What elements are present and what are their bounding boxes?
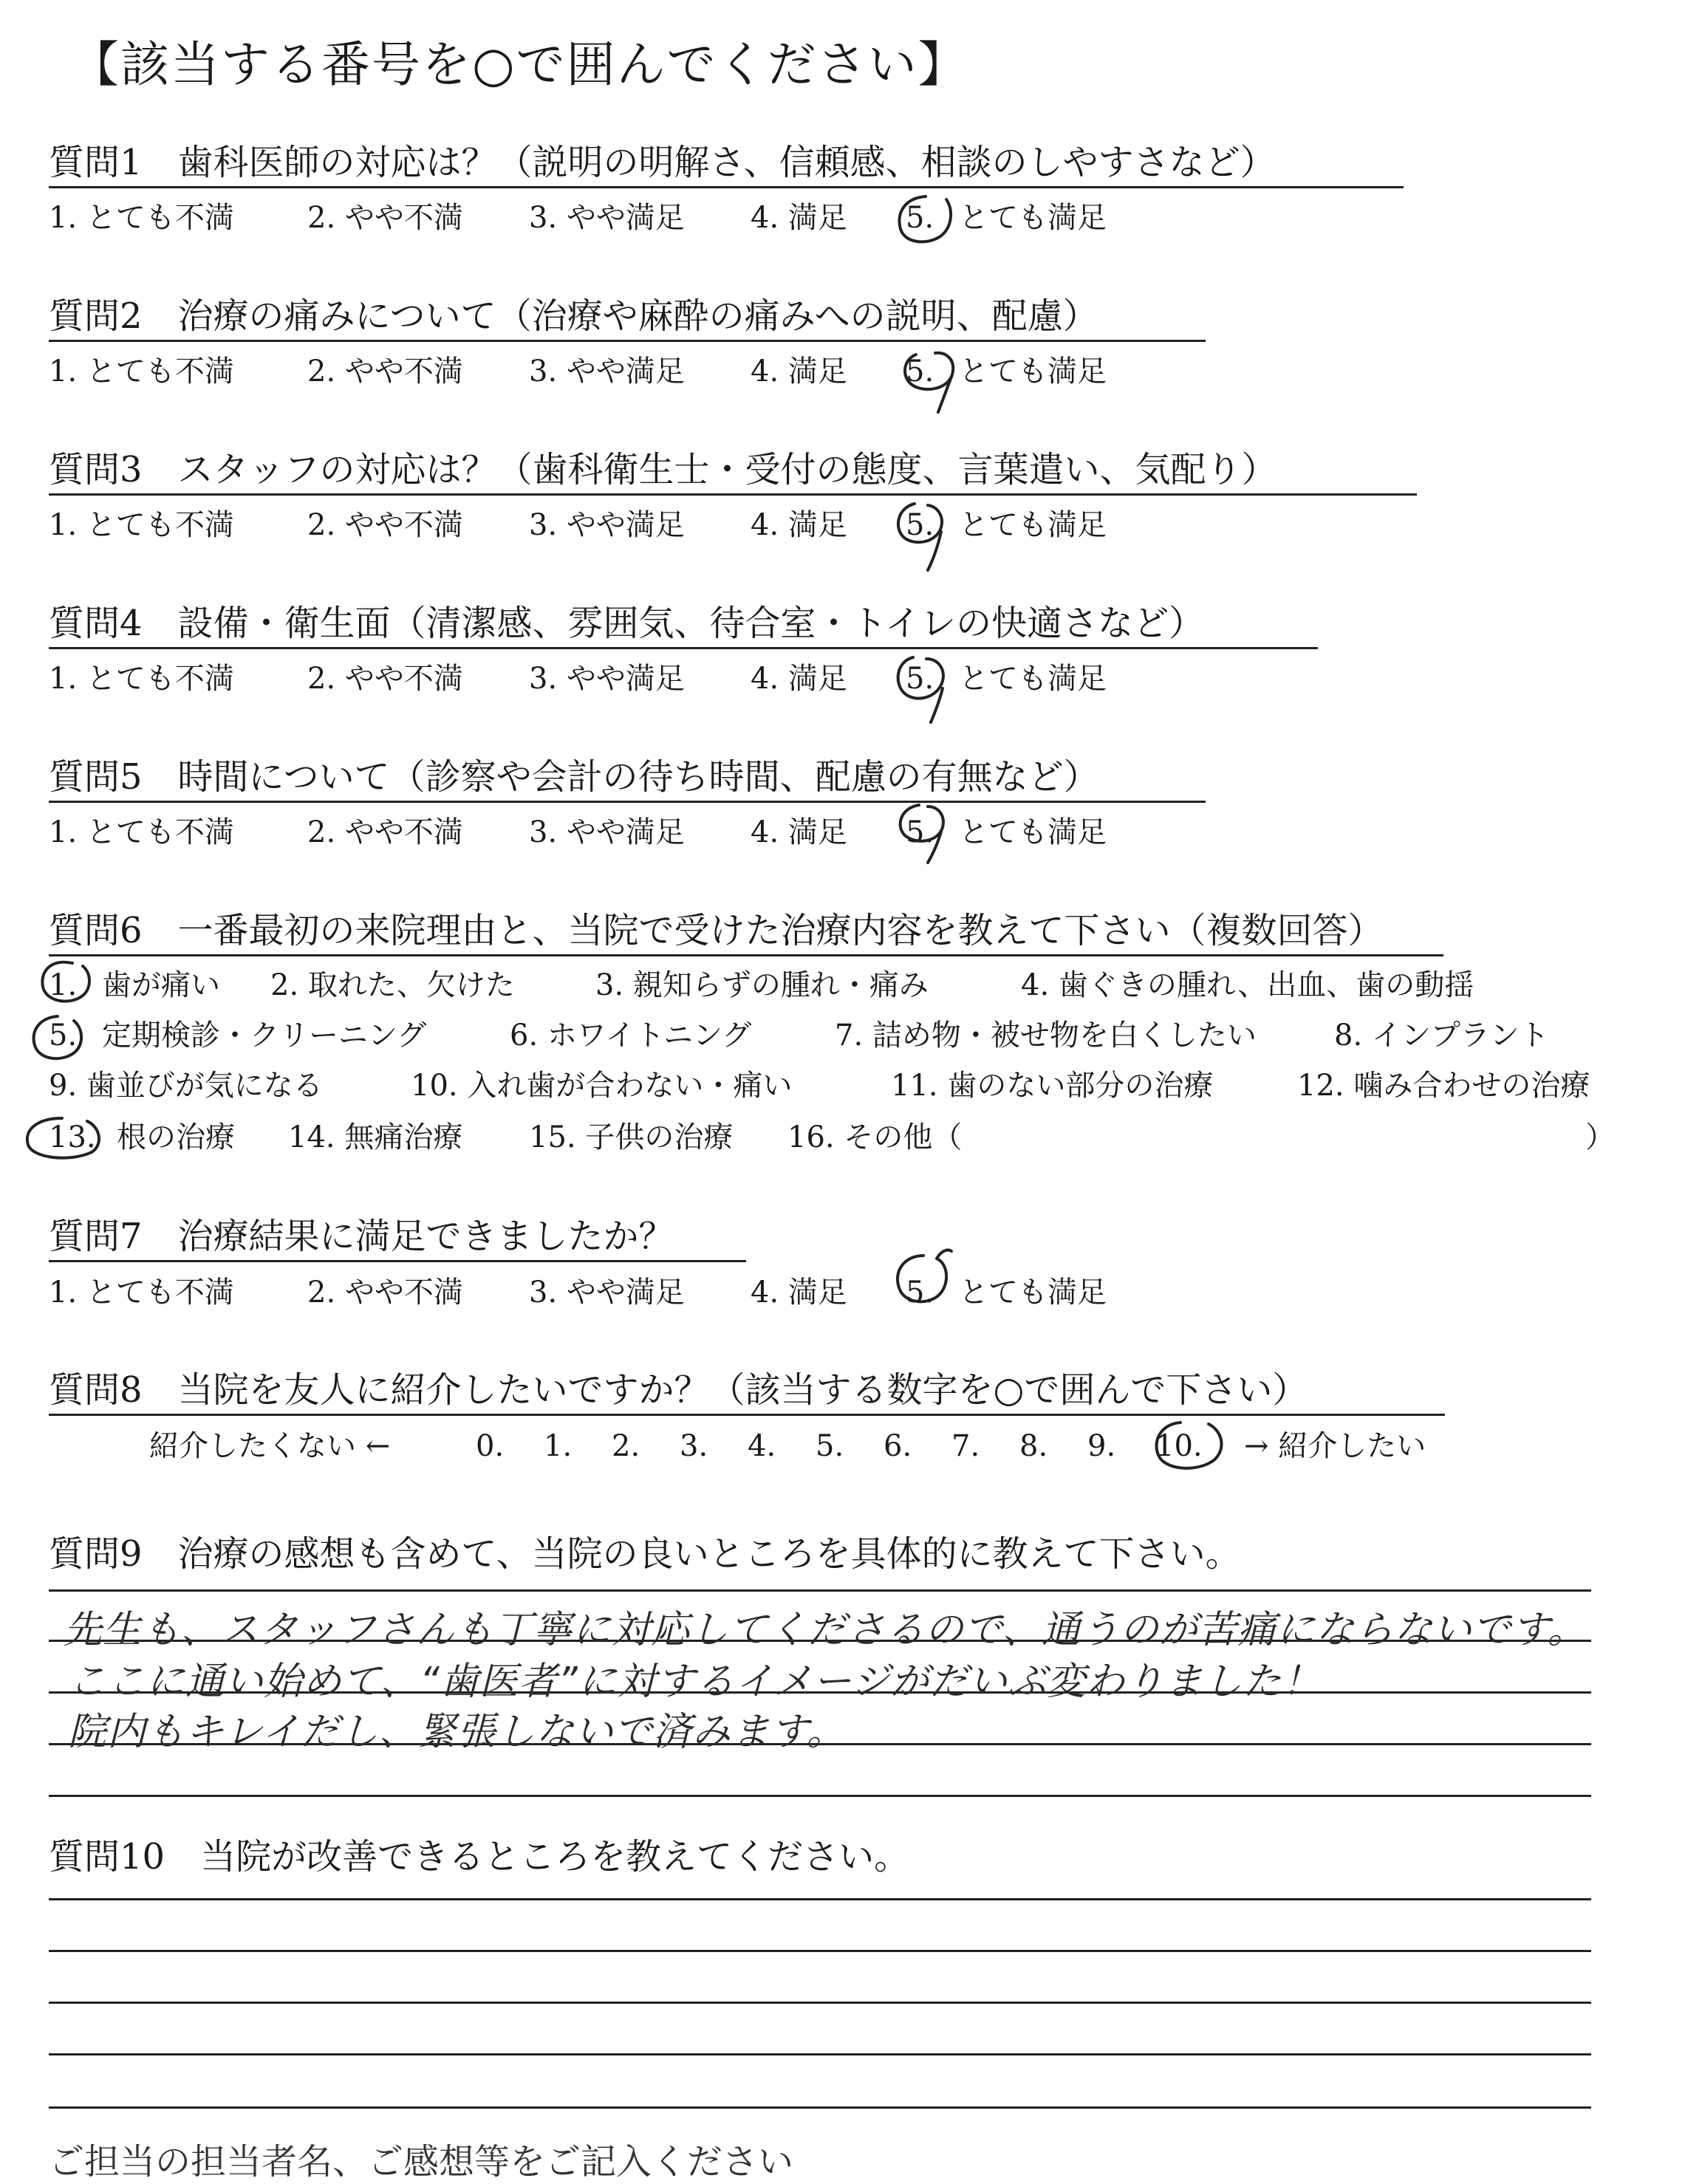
- q5-option-4[interactable]: 4. 満足: [751, 815, 847, 849]
- q10-title: 質問10 当院が改善できるところを教えてください。: [49, 1836, 910, 1877]
- form-header: 【該当する番号を○で囲んでください】: [70, 36, 968, 93]
- q5-options: [49, 815, 1231, 853]
- q2-option-5-label: とても満足: [959, 355, 1107, 388]
- q6-option-10[interactable]: 10. 入れ歯が合わない・痛い: [411, 1069, 793, 1103]
- q3-title: 質問3 スタッフの対応は？（歯科衛生士・受付の態度、言葉遣い、気配り）: [49, 449, 1277, 490]
- q9-answer-line-3: 院内もキレイだし、緊張しないで済みます。: [68, 1710, 846, 1754]
- q2-option-5[interactable]: 5.: [906, 355, 934, 388]
- q3-option-5-label: とても満足: [959, 508, 1107, 542]
- q8-score-1[interactable]: 1.: [544, 1429, 573, 1463]
- q7-option-5-label: とても満足: [959, 1276, 1107, 1310]
- q7-option-4[interactable]: 4. 満足: [751, 1276, 847, 1310]
- q6-row-1: [49, 968, 1600, 1006]
- q9-title: 質問9 治療の感想も含めて、当院の良いところを具体的に教えて下さい。: [49, 1533, 1241, 1575]
- q6-option-12[interactable]: 12. 噛み合わせの治療: [1297, 1069, 1590, 1103]
- q7-option-5[interactable]: 5.: [906, 1276, 934, 1310]
- q6-option-1-number[interactable]: 1.: [49, 968, 78, 1002]
- q8-score-10[interactable]: 10.: [1155, 1429, 1203, 1463]
- q5-option-5[interactable]: 5.: [906, 815, 934, 849]
- q8-score-4[interactable]: 4.: [748, 1429, 776, 1463]
- q6-option-8[interactable]: 8. インプラント: [1334, 1019, 1549, 1052]
- q6-row-3: [49, 1071, 1659, 1106]
- q6-option-1-label: 歯が痛い: [102, 968, 220, 1002]
- q6-option-16-close: ）: [1585, 1120, 1615, 1154]
- q2-option-1[interactable]: 1. とても不満: [49, 355, 234, 388]
- q3-option-3[interactable]: 3. やや満足: [529, 508, 685, 542]
- q10-line-2: [49, 1950, 1591, 1952]
- q4-option-4[interactable]: 4. 満足: [751, 662, 847, 696]
- q5-option-1[interactable]: 1. とても不満: [49, 815, 234, 849]
- q6-option-3[interactable]: 3. 親知らずの腫れ・痛み: [595, 968, 929, 1002]
- q6-underline: [49, 954, 1443, 956]
- q3-option-4[interactable]: 4. 満足: [751, 508, 847, 542]
- q9-answer-line-1: 先生も、スタッフさんも丁寧に対応してくださるので、通うのが苦痛にならないです。: [64, 1608, 1587, 1652]
- q3-option-1[interactable]: 1. とても不満: [49, 508, 234, 542]
- q1-option-5[interactable]: 5.: [906, 201, 934, 235]
- q1-option-2[interactable]: 2. やや不満: [307, 201, 463, 235]
- q8-score-3[interactable]: 3.: [680, 1429, 708, 1463]
- q6-option-16[interactable]: 16. その他（: [787, 1120, 963, 1154]
- q2-option-3[interactable]: 3. やや満足: [529, 355, 685, 388]
- q4-underline: [49, 647, 1318, 649]
- q1-underline: [49, 186, 1404, 188]
- q9-line-1: [49, 1589, 1591, 1592]
- q9-answer-line-2: ここに通い始めて、“歯医者”に対するイメージがだいぶ変わりました！: [68, 1660, 1322, 1704]
- q6-option-13-number[interactable]: 13.: [49, 1120, 96, 1154]
- q2-title: 質問2 治療の痛みについて（治療や麻酔の痛みへの説明、配慮）: [49, 295, 1098, 337]
- q10-line-1: [49, 1898, 1591, 1900]
- q1-option-3[interactable]: 3. やや満足: [529, 201, 685, 235]
- q1-option-1[interactable]: 1. とても不満: [49, 201, 234, 235]
- q4-option-2[interactable]: 2. やや不満: [307, 662, 463, 696]
- q2-underline: [49, 340, 1206, 342]
- q1-option-5-label: とても満足: [959, 201, 1107, 235]
- q8-score-6[interactable]: 6.: [884, 1429, 912, 1463]
- q6-option-5-label: 定期検診・クリーニング: [102, 1019, 427, 1052]
- q3-option-5[interactable]: 5.: [906, 508, 934, 542]
- q1-title: 質問1 歯科医師の対応は？（説明の明解さ、信頼感、相談のしやすさなど）: [49, 142, 1276, 183]
- footer-partial-text: ご担当の担当者名、ご感想等をご記入ください: [49, 2141, 794, 2183]
- q8-score-8[interactable]: 8.: [1019, 1429, 1048, 1463]
- q5-title: 質問5 時間について（診察や会計の待ち時間、配慮の有無など）: [49, 756, 1099, 798]
- q8-score-7[interactable]: 7.: [951, 1429, 980, 1463]
- q8-right-label: → 紹介したい: [1244, 1429, 1426, 1463]
- q8-score-0[interactable]: 0.: [476, 1429, 505, 1463]
- q4-option-5-label: とても満足: [959, 662, 1107, 696]
- q3-options: [49, 510, 1231, 546]
- q4-options: [49, 664, 1231, 699]
- q6-option-15[interactable]: 15. 子供の治療: [529, 1120, 734, 1154]
- q10-line-4: [49, 2053, 1591, 2055]
- q8-score-2[interactable]: 2.: [612, 1429, 640, 1463]
- q5-option-5-label: とても満足: [959, 815, 1107, 849]
- q7-option-2[interactable]: 2. やや不満: [307, 1276, 463, 1310]
- q1-option-4[interactable]: 4. 満足: [751, 201, 847, 235]
- q8-score-5[interactable]: 5.: [816, 1429, 844, 1463]
- q8-underline: [49, 1414, 1445, 1416]
- q6-option-7[interactable]: 7. 詰め物・被せ物を白くしたい: [835, 1019, 1257, 1052]
- q7-option-3[interactable]: 3. やや満足: [529, 1276, 685, 1310]
- q10-line-5: [49, 2106, 1591, 2109]
- q8-title: 質問8 当院を友人に紹介したいですか？（該当する数字を○で囲んで下さい）: [49, 1369, 1308, 1411]
- q2-option-2[interactable]: 2. やや不満: [307, 355, 463, 388]
- q2-option-4[interactable]: 4. 満足: [751, 355, 847, 388]
- q9-line-5: [49, 1795, 1591, 1797]
- q5-underline: [49, 801, 1206, 803]
- q3-option-2[interactable]: 2. やや不満: [307, 508, 463, 542]
- q7-underline: [49, 1260, 746, 1262]
- q7-option-1[interactable]: 1. とても不満: [49, 1276, 234, 1310]
- q4-option-1[interactable]: 1. とても不満: [49, 662, 234, 696]
- q5-option-3[interactable]: 3. やや満足: [529, 815, 685, 849]
- q6-option-4[interactable]: 4. 歯ぐきの腫れ、出血、歯の動揺: [1021, 968, 1474, 1002]
- q1-options: [49, 203, 1231, 239]
- q3-underline: [49, 493, 1417, 496]
- q6-option-11[interactable]: 11. 歯のない部分の治療: [891, 1069, 1214, 1103]
- q4-title: 質問4 設備・衛生面（清潔感、雰囲気、待合室・トイレの快適さなど）: [49, 603, 1205, 644]
- q8-left-label: 紹介したくない ←: [149, 1429, 391, 1463]
- q10-line-3: [49, 2002, 1591, 2004]
- q5-option-2[interactable]: 2. やや不満: [307, 815, 463, 849]
- q8-scale: [149, 1431, 1627, 1467]
- q2-options: [49, 357, 1231, 392]
- q6-option-2[interactable]: 2. 取れた、欠けた: [270, 968, 515, 1002]
- q6-row-2: [49, 1021, 1637, 1056]
- q6-option-14[interactable]: 14. 無痛治療: [288, 1120, 463, 1154]
- q6-option-9[interactable]: 9. 歯並びが気になる: [49, 1069, 323, 1103]
- q4-option-3[interactable]: 3. やや満足: [529, 662, 685, 696]
- q6-option-13-label: 根の治療: [117, 1120, 235, 1154]
- q7-options: [49, 1278, 1231, 1313]
- q8-score-9[interactable]: 9.: [1087, 1429, 1116, 1463]
- q6-row-4: [49, 1120, 1637, 1158]
- q4-option-5[interactable]: 5.: [906, 662, 934, 696]
- q6-title: 質問6 一番最初の来院理由と、当院で受けた治療内容を教えて下さい（複数回答）: [49, 910, 1384, 951]
- q7-title: 質問7 治療結果に満足できましたか？: [49, 1216, 674, 1257]
- q6-option-6[interactable]: 6. ホワイトニング: [510, 1019, 752, 1052]
- q6-option-5-number[interactable]: 5.: [49, 1019, 78, 1052]
